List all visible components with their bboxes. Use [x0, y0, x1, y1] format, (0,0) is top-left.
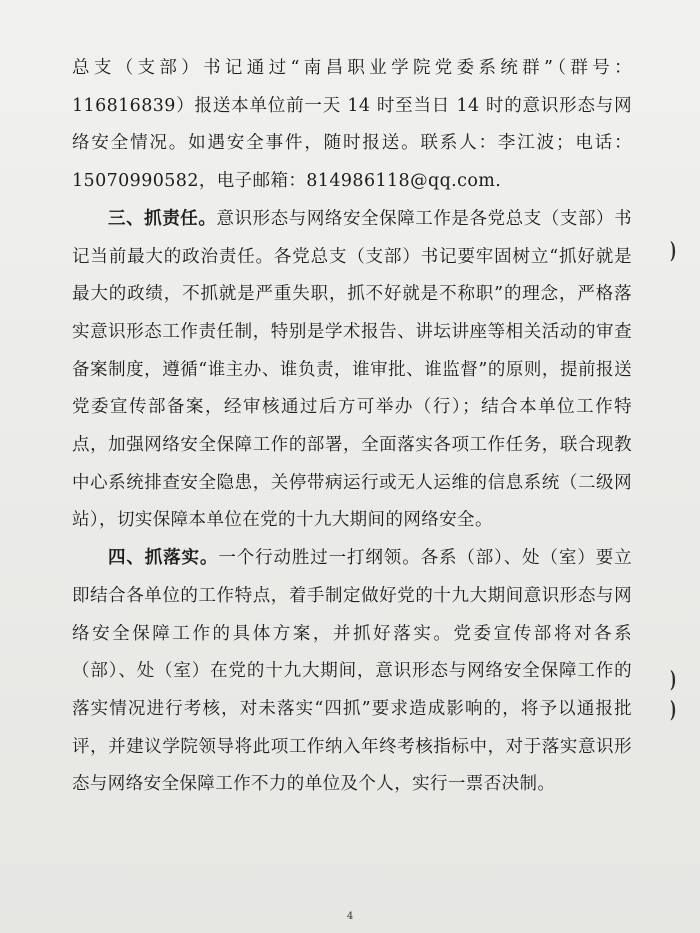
document-body — [72, 50, 632, 804]
section-4-heading: 四、抓落实。 — [108, 548, 219, 569]
section-4-body: 一个行动胜过一打纲领。各系（部）、处（室）要立即结合各单位的工作特点，着手制定做好党的十九大期间意识形态与网络安全保障工作的具体方案，并抓好落实。党委宣传部将对各系（部）、处（室）在党的十九大期间，意识形态与网络安全保障工作的落实情况进行考核，对未落实“四抓”要求造成影响的，将予以通报批评，并建议学院领导将此项工作纳入年终考核指标中，对于落实意识形态与网络安全保障工作不力的单位及个人，实行一票否决制。 — [72, 548, 632, 795]
binding-mark-3: ) — [670, 697, 677, 723]
page-number: 4 — [346, 911, 354, 922]
binding-mark-2: ) — [670, 667, 677, 693]
paragraph-report-contact: 总支（支部）书记通过“南昌职业学院党委系统群”（群号：116816839）报送本单位前一天 14 时至当日 14 时的意识形态与网络安全情况。如遇安全事件，随时报送。联系人：李江波；电话：15070990582，电子邮箱：814986118@qq.com. — [72, 58, 632, 192]
paragraph-section-3 — [72, 201, 632, 540]
section-3-body: 意识形态与网络安全保障工作是各党总支（支部）书记当前最大的政治责任。各党总支（支部）书记要牢固树立“抓好就是最大的政绩，不抓就是严重失职，抓不好就是不称职”的理念，严格落实意识形态工作责任制，特别是学术报告、讲坛讲座等相关活动的审查备案制度，遵循“谁主办、谁负责，谁审批、谁监督”的原则，提前报送党委宣传部备案，经审核通过后方可举办（行）；结合本单位工作特点，加强网络安全保障工作的部署，全面落实各项工作任务，联合现教中心系统排查安全隐患，关停带病运行或无人运维的信息系统（二级网站），切实保障本单位在党的十九大期间的网络安全。 — [72, 208, 632, 531]
section-3-heading: 三、抓责任。 — [108, 208, 217, 229]
paragraph-section-4 — [72, 540, 632, 804]
binding-mark-1: ) — [670, 238, 677, 264]
